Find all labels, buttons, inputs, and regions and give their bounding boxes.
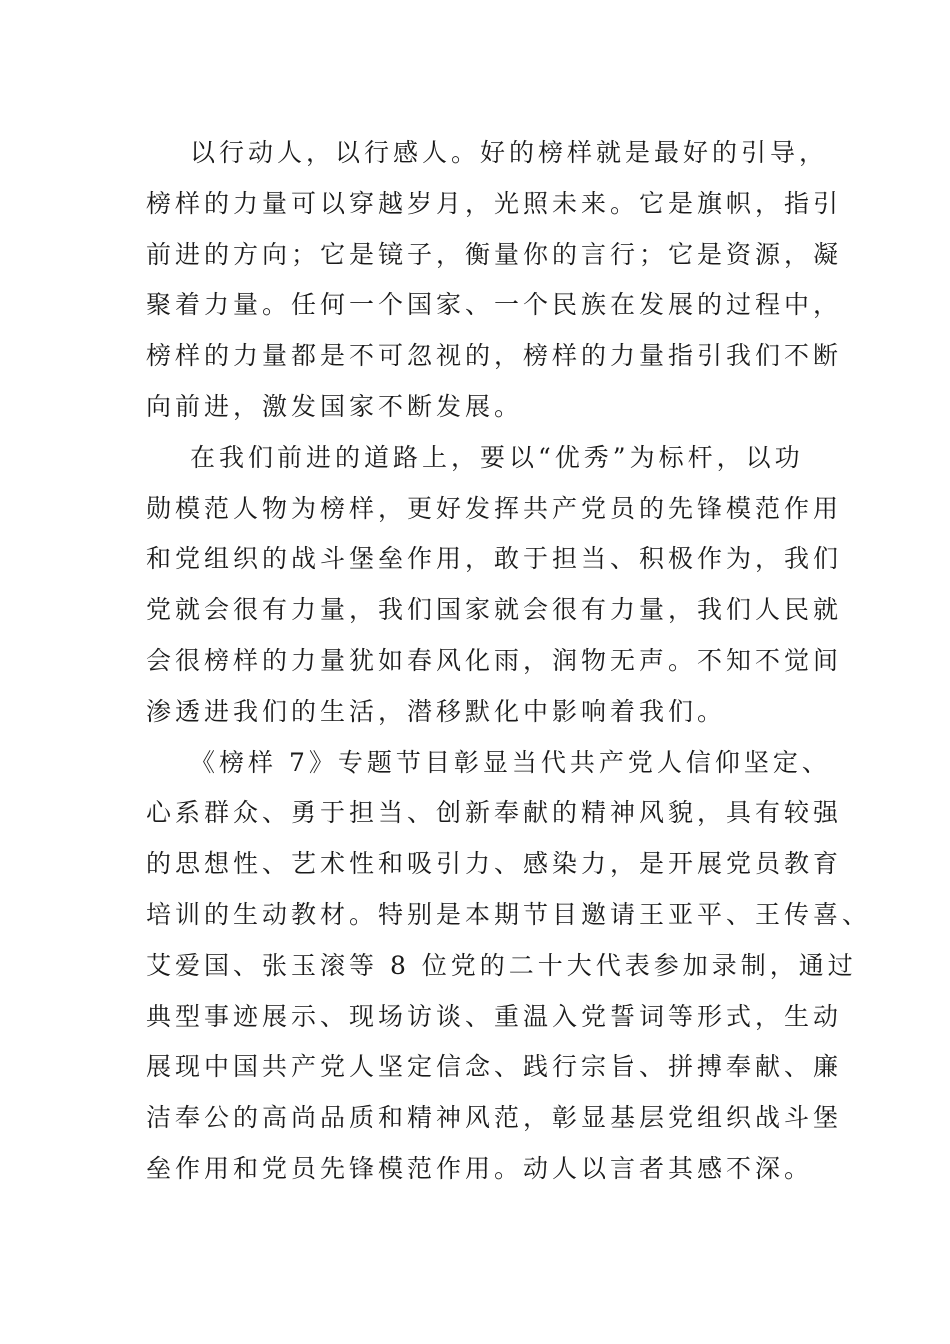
paragraph-line: 和党组织的战斗堡垒作用，敢于担当、积极作为，我们 <box>146 544 843 574</box>
paragraph-line: 典型事迹展示、现场访谈、重温入党誓词等形式，生动 <box>146 1001 843 1031</box>
paragraph-line: 心系群众、勇于担当、创新奉献的精神风貌，具有较强 <box>146 798 843 828</box>
paragraph-line: 聚着力量。任何一个国家、一个民族在发展的过程中， <box>146 290 843 320</box>
paragraph-line: 垒作用和党员先锋模范作用。动人以言者其感不深。 <box>146 1153 814 1183</box>
paragraph-line: 勋模范人物为榜样，更好发挥共产党员的先锋模范作用 <box>146 493 843 523</box>
paragraph-line: 渗透进我们的生活，潜移默化中影响着我们。 <box>146 696 727 726</box>
paragraph-2 <box>146 433 843 738</box>
paragraph-line: 在我们前进的道路上，要以“优秀”为标杆，以功 <box>190 442 804 472</box>
paragraph-1 <box>146 128 843 433</box>
paragraph-line: 展现中国共产党人坚定信念、践行宗旨、拼搏奉献、廉 <box>146 1052 843 1082</box>
paragraph-line: 《榜样 7》专题节目彰显当代共产党人信仰坚定、 <box>190 747 831 777</box>
paragraph-line: 以行动人，以行感人。好的榜样就是最好的引导， <box>190 138 829 167</box>
document-body <box>146 128 872 1195</box>
paragraph-line: 前进的方向；它是镜子，衡量你的言行；它是资源，凝 <box>146 239 843 269</box>
paragraph-line: 会很榜样的力量犹如春风化雨，润物无声。不知不觉间 <box>146 645 843 675</box>
paragraph-line: 洁奉公的高尚品质和精神风范，彰显基层党组织战斗堡 <box>146 1103 843 1133</box>
paragraph-3 <box>146 738 872 1195</box>
paragraph-line: 培训的生动教材。特别是本期节目邀请王亚平、王传喜、 <box>146 899 872 929</box>
paragraph-line: 艾爱国、张玉滚等 8 位党的二十大代表参加录制，通过 <box>146 950 857 980</box>
paragraph-line: 向前进，激发国家不断发展。 <box>146 391 524 421</box>
paragraph-line: 的思想性、艺术性和吸引力、感染力，是开展党员教育 <box>146 849 843 879</box>
paragraph-line: 榜样的力量都是不可忽视的，榜样的力量指引我们不断 <box>146 341 843 371</box>
paragraph-line: 党就会很有力量，我们国家就会很有力量，我们人民就 <box>146 595 843 625</box>
paragraph-line: 榜样的力量可以穿越岁月，光照未来。它是旗帜，指引 <box>146 188 843 218</box>
